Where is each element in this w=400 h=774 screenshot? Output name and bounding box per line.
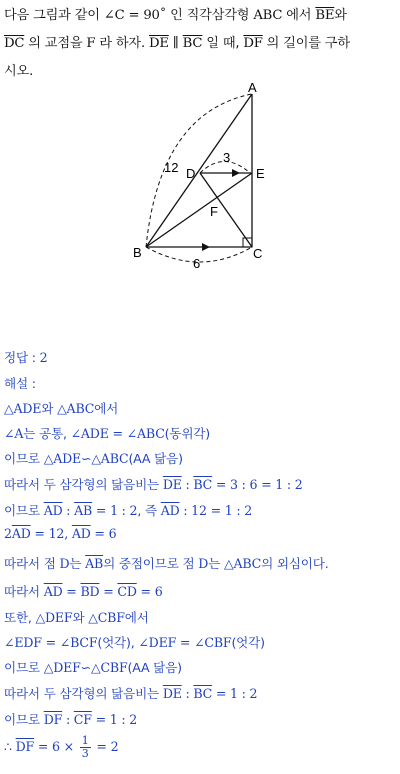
triangle-figure bbox=[120, 82, 290, 272]
solution-line-10: ∠EDF = ∠BCF(엇각), ∠DEF = ∠CBF(엇각) bbox=[4, 635, 265, 650]
label-f: F bbox=[210, 204, 218, 219]
solution-line-1: △ADE와 △ABC에서 bbox=[4, 401, 119, 416]
label-b: B bbox=[133, 245, 142, 260]
solution-line-14: ∴ $\overline{DF} = 6$ × $\frac{1}{3}$ = 2 bbox=[4, 734, 119, 760]
segment-dc bbox=[200, 173, 252, 247]
label-a: A bbox=[248, 80, 257, 95]
problem-line-2: $\overline{DC}$ 의 교점을 F 라 하자. $\overline{DE}$ ∥ $\overline{BC}$ 일 때, $\overline{DF}$ 의 길이를 구하 bbox=[4, 36, 350, 51]
arrow-bc-icon bbox=[202, 243, 210, 251]
solution-line-2: ∠A는 공통, ∠ADE = ∠ABC(동위각) bbox=[4, 426, 210, 441]
solution-line-9: 또한, △DEF와 △CBF에서 bbox=[4, 610, 149, 625]
answer-value: 2 bbox=[39, 350, 48, 365]
length-de-label: 3 bbox=[223, 150, 231, 165]
solution-line-8: 따라서 $\overline{AD} = \overline{BD} = \overline{CD} = 6$ bbox=[4, 584, 163, 599]
fraction-one-third: $\frac{1}{3}$ bbox=[81, 734, 89, 760]
segment-be bbox=[146, 173, 252, 247]
triangle-diagram bbox=[120, 82, 290, 272]
problem-line-3: 시오. bbox=[4, 64, 34, 79]
length-bc-label: 6 bbox=[193, 256, 201, 271]
solution-line-11: 이므로 △DEF∽△CBF(AA 닮음) bbox=[4, 660, 182, 675]
solution-line-6: $2\overline{AD} = 12$, $\overline{AD} = 6$ bbox=[4, 526, 117, 541]
problem-text bbox=[4, 2, 396, 86]
length-ab-label: 12 bbox=[164, 160, 179, 175]
label-e: E bbox=[256, 166, 265, 181]
label-d: D bbox=[186, 166, 196, 181]
solution-line-3: 이므로 △ADE∽△ABC(AA 닮음) bbox=[4, 451, 183, 466]
solution-line-5: 이므로 $\overline{AD}$ : $\overline{AB} = 1$ : 2, 즉 $\overline{AD}$ : 12 = 1 : 2 bbox=[4, 503, 253, 518]
label-c: C bbox=[253, 246, 263, 261]
answer-row: 정답 : 2 bbox=[4, 350, 48, 365]
solution-line-7: 따라서 점 D는 $\overline{AB}$의 중점이므로 점 D는 △ABC의 외심이다. bbox=[4, 556, 329, 571]
arrow-de-icon bbox=[232, 169, 240, 177]
explanation-label: 해설 : bbox=[4, 376, 36, 391]
solution-line-12: 따라서 두 삼각형의 닮음비는 $\overline{DE}$ : $\overline{BC} = 1$ : 2 bbox=[4, 686, 258, 701]
solution-line-13: 이므로 $\overline{DF}$ : $\overline{CF} = 1$ : 2 bbox=[4, 712, 138, 727]
solution-line-4: 따라서 두 삼각형의 닮음비는 $\overline{DE}$ : $\overline{BC} = 3$ : 6 = 1 : 2 bbox=[4, 477, 303, 492]
problem-line-1: 다음 그림과 같이 ∠C = 90˚ 인 직각삼각형 ABC 에서 $\overline{BE}$와 bbox=[4, 8, 347, 23]
